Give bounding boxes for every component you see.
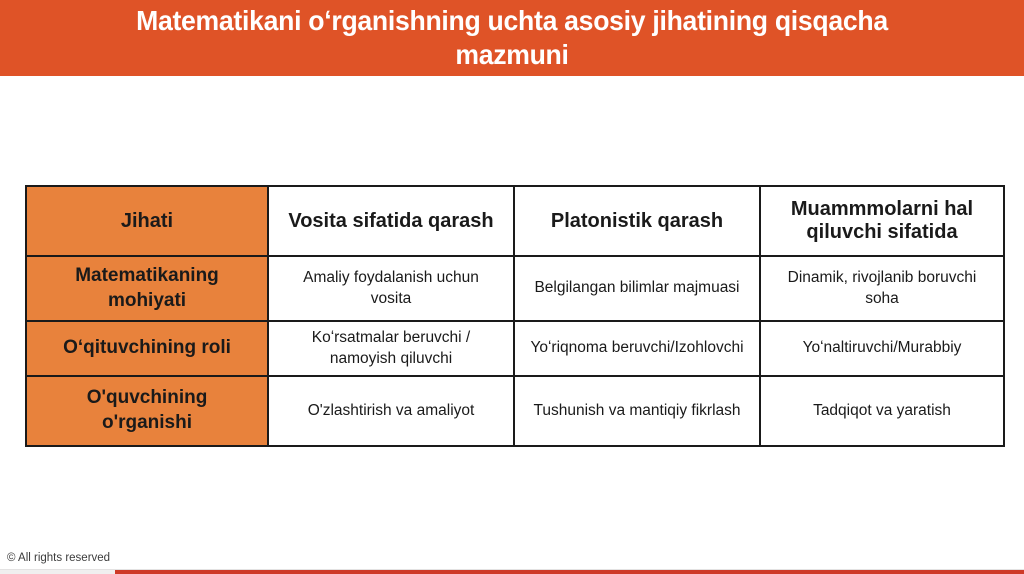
copyright-notice: © All rights reserved (7, 552, 111, 564)
table-cell: Dinamik, rivojlanib boruvchi soha (760, 256, 1004, 321)
table-cell: Koʻrsatmalar beruvchi / namoyish qiluvchi (268, 321, 514, 376)
table-cell: Tushunish va mantiqiy fikrlash (514, 376, 760, 446)
row-header-cell: O'quvchining o'rganishi (26, 376, 268, 446)
table-row-roli (26, 321, 1004, 376)
slide-title-banner (0, 0, 1024, 76)
table-header-cell-jihati: Jihati (26, 186, 268, 256)
slide-title: Matematikani oʻrganishning uchta asosiy jihatining qisqacha mazmuni (136, 4, 888, 70)
row-header-cell: Matematikaning mohiyati (26, 256, 268, 321)
table-header-cell-muammo: Muammmolarni hal qiluvchi sifatida (760, 186, 1004, 256)
table-cell: Belgilangan bilimlar majmuasi (514, 256, 760, 321)
table-row-organishi (26, 376, 1004, 446)
table-cell: Yoʻnaltiruvchi/Murabbiy (760, 321, 1004, 376)
slide-progress-bar (0, 569, 1024, 574)
table-cell: Yoʻriqnoma beruvchi/Izohlovchi (514, 321, 760, 376)
content-table (25, 185, 1005, 447)
content-table-container (25, 185, 1005, 447)
table-cell: O'zlashtirish va amaliyot (268, 376, 514, 446)
table-cell: Tadqiqot va yaratish (760, 376, 1004, 446)
progress-fill (115, 570, 1024, 574)
table-cell: Amaliy foydalanish uchun vosita (268, 256, 514, 321)
table-header-row (26, 186, 1004, 256)
row-header-cell: Oʻqituvchining roli (26, 321, 268, 376)
table-header-cell-vosita: Vosita sifatida qarash (268, 186, 514, 256)
table-header-cell-platonistik: Platonistik qarash (514, 186, 760, 256)
table-row-mohiyati (26, 256, 1004, 321)
